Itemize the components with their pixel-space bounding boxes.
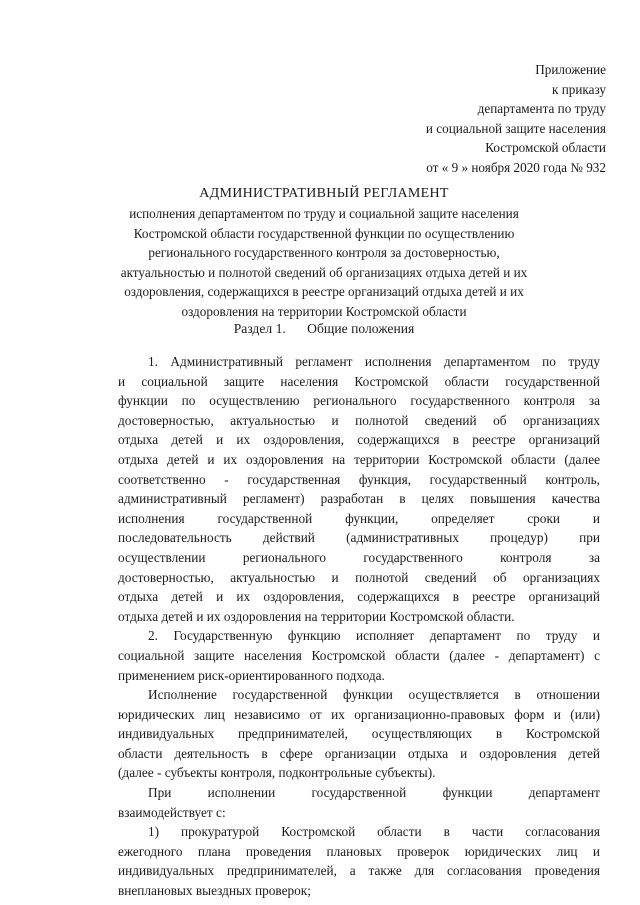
body-line: исполнения государственной функции, определяет сроки и [118, 510, 600, 526]
body-text [118, 352, 600, 901]
body-line: Исполнение государственной функции осуществляется в отношении [148, 687, 600, 703]
subtitle-line: актуальностью и полнотой сведений об организациях отдыха детей и их [120, 264, 528, 280]
body-line: При исполнении государственной функции департамент [148, 785, 600, 801]
appendix-line: Костромской области [485, 140, 606, 155]
appendix-line: департамента по труду [477, 101, 606, 116]
section-number: Раздел 1. [233, 321, 286, 336]
section-title: Общие положения [307, 321, 415, 336]
subtitle-line: исполнения департаментом по труду и социальной защите населения [129, 206, 519, 221]
body-line: отдыха детей и их оздоровления на территории Костромской области. [118, 608, 515, 624]
body-line: 2. Государственную функцию исполняет департамент по труду и [148, 628, 600, 644]
subtitle-line: оздоровления, содержащихся в реестре организаций отдыха детей и их [124, 284, 524, 299]
body-line: индивидуальных предпринимателей, а также для согласования проведения [118, 863, 600, 879]
body-line: и социальной защите населения Костромской области государственной [118, 373, 600, 389]
body-line: 1) прокуратурой Костромской области в части согласования [148, 824, 600, 840]
subtitle-line: оздоровления на территории Костромской области [181, 303, 467, 319]
body-line: области деятельность в сфере организации отдыха и оздоровления детей [118, 745, 600, 761]
title-block [60, 184, 588, 321]
body-line: отдыха детей и их оздоровления, содержащихся в реестре организаций [118, 432, 600, 448]
body-line: достоверностью, актуальностью и полнотой сведений об организациях [118, 412, 600, 428]
appendix-line: от « 9 » ноября 2020 года № 932 [426, 159, 606, 175]
body-line: функции по осуществлению регионального государственного контроля за [118, 393, 600, 409]
appendix-block [426, 60, 606, 177]
body-line: административный регламент) разработан в целях повышения качества [118, 491, 600, 507]
body-line: достоверностью, актуальностью и полнотой сведений об организациях [118, 569, 600, 585]
appendix-line: Приложение [535, 62, 606, 77]
body-line: взаимодействует с: [118, 804, 226, 820]
section-heading [60, 319, 588, 339]
body-line: применением риск-ориентированного подхода. [118, 667, 385, 683]
body-line: отдыха детей и их оздоровления на территории Костромской области (далее [118, 451, 600, 467]
body-line: внеплановых выездных проверок; [118, 883, 311, 899]
body-line: юридических лиц независимо от их организационно-правовых форм и (или) [118, 706, 600, 722]
body-line: (далее - субъекты контроля, подконтрольные субъекты). [118, 765, 436, 781]
body-line: 1. Административный регламент исполнения департаментом по труду [148, 354, 600, 369]
body-line: индивидуальных предпринимателей, осуществляющих в Костромской [118, 726, 600, 742]
body-line: ежегодного плана проведения плановых проверок юридических лиц и [118, 843, 600, 859]
body-line: отдыха детей и их оздоровления, содержащихся в реестре организаций [118, 589, 600, 605]
document-title: АДМИНИСТРАТИВНЫЙ РЕГЛАМЕНТ [199, 186, 449, 201]
appendix-line: и социальной защите населения [425, 120, 606, 136]
body-line: социальной защите населения Костромской области (далее - департамент) с [118, 647, 600, 663]
body-line: соответственно - государственная функция, государственный контроль, [118, 471, 600, 487]
subtitle-line: регионального государственного контроля за достоверностью, [148, 245, 500, 260]
appendix-line: к приказу [552, 81, 606, 97]
body-line: осуществлении регионального государственного контроля за [118, 549, 600, 565]
subtitle-line: Костромской области государственной функции по осуществлению [133, 225, 515, 241]
body-line: последовательность действий (административных процедур) при [118, 530, 600, 546]
